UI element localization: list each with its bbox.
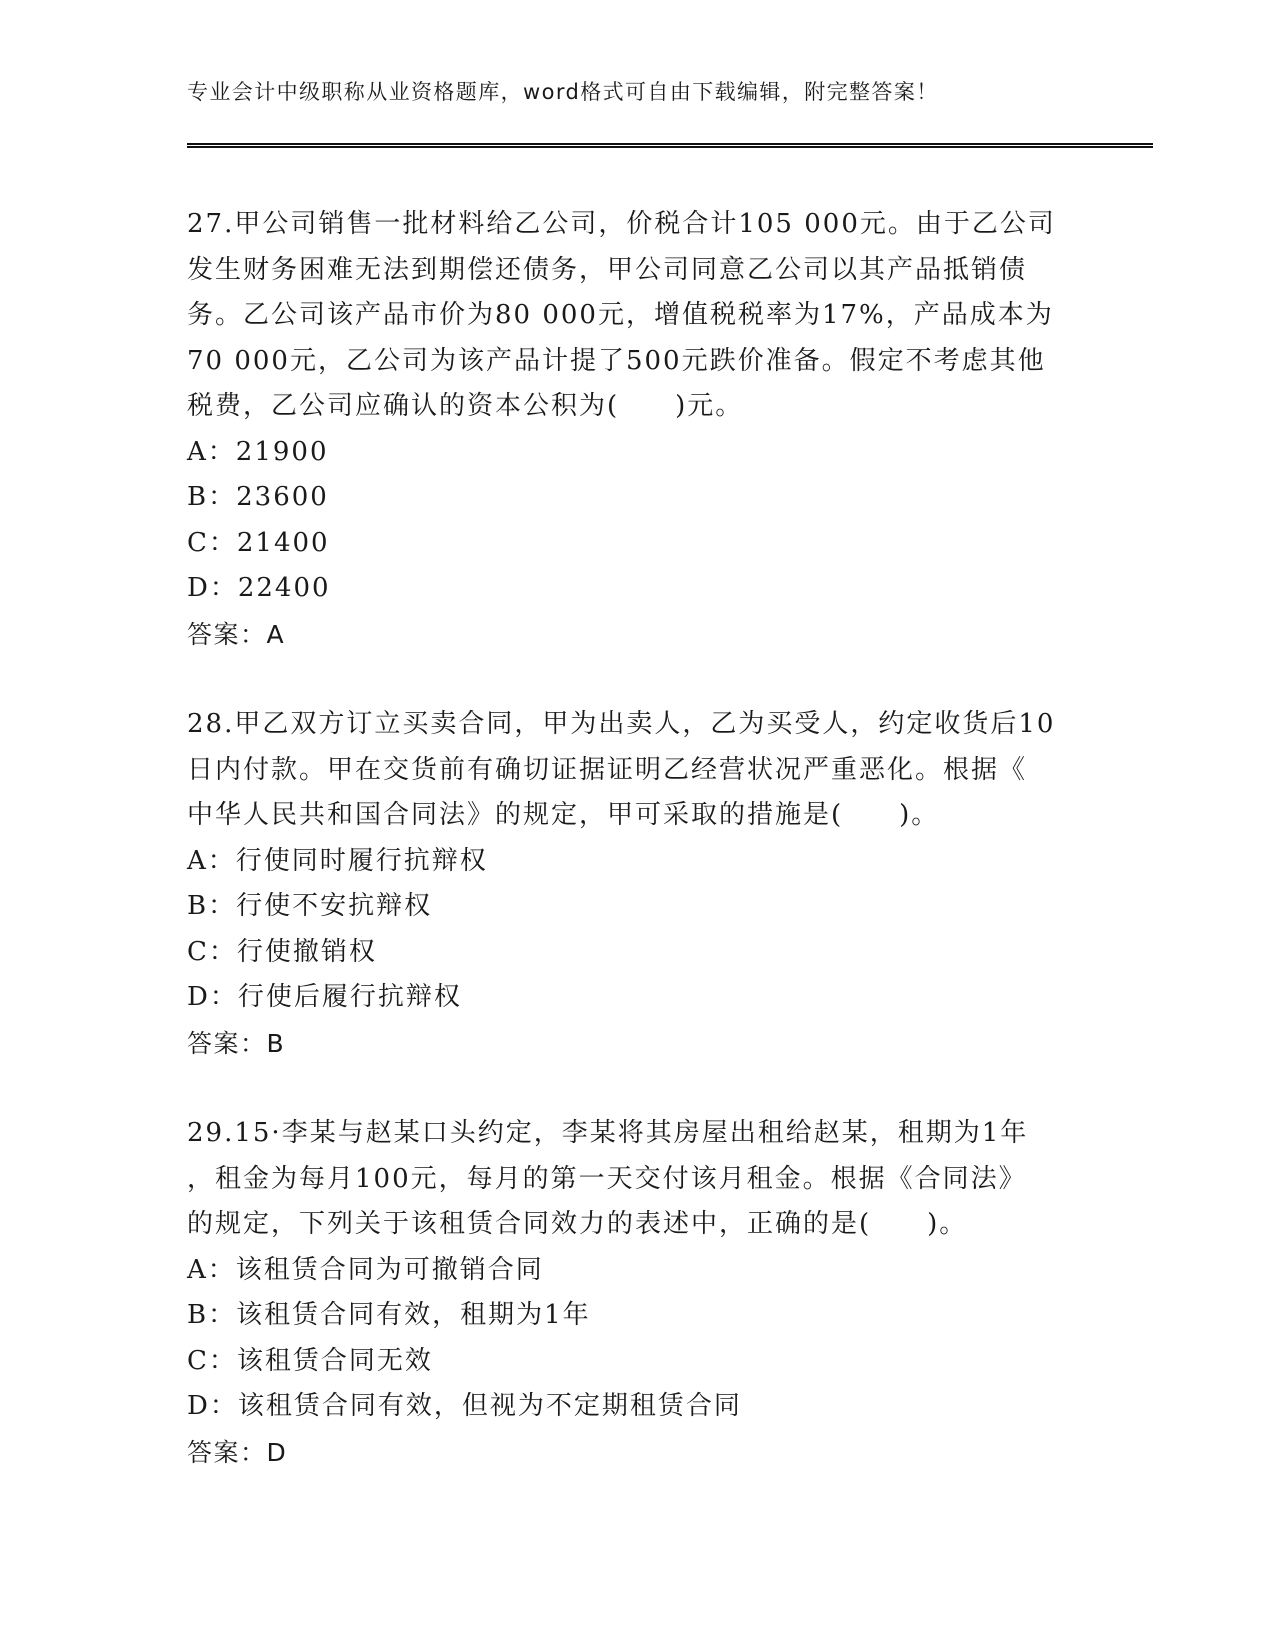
question-29 [187,1111,1087,1475]
stem-line: 27.甲公司销售一批材料给乙公司，价税合计105 000元。由于乙公司 [187,209,1056,239]
question-stem [187,1111,1087,1248]
option-c: C：行使撤销权 [187,936,377,967]
question-28 [187,702,1087,1066]
stem-line: 29.15·李某与赵某口头约定，李某将其房屋出租给赵某，租期为1年 [187,1118,1029,1148]
option-d: D：该租赁合同有效，但视为不定期租赁合同 [187,1391,742,1421]
stem-line: 务。乙公司该产品市价为80 000元，增值税税率为17%，产品成本为 [187,300,1054,330]
stem-line: 的规定，下列关于该租赁合同效力的表述中，正确的是( )。 [187,1209,968,1239]
stem-line: 日内付款。甲在交货前有确切证据证明乙经营状况严重恶化。根据《 [187,754,1028,785]
stem-line: 税费，乙公司应确认的资本公积为( )元。 [187,391,744,421]
option-b: B：该租赁合同有效，租期为1年 [187,1300,591,1330]
option-c: C：21400 [187,527,330,558]
option-d: D：22400 [187,573,331,603]
question-stem [187,702,1087,839]
stem-line: 中华人民共和国合同法》的规定，甲可采取的措施是( )。 [187,800,940,830]
stem-line: ，租金为每月100元，每月的第一天交付该月租金。根据《合同法》 [187,1163,1027,1194]
question-27 [187,202,1087,657]
option-d: D：行使后履行抗辩权 [187,982,462,1012]
stem-line: 28.甲乙双方订立买卖合同，甲为出卖人，乙为买受人，约定收货后10 [187,709,1056,739]
option-c: C：该租赁合同无效 [187,1345,433,1376]
stem-line: 70 000元，乙公司为该产品计提了500元跌价准备。假定不考虑其他 [187,345,1046,376]
question-list [187,202,1087,1520]
option-a: A：21900 [187,436,329,467]
question-stem [187,202,1087,430]
answer-line: 答案：B [187,1028,286,1058]
stem-line: 发生财务困难无法到期偿还债务，甲公司同意乙公司以其产品抵销债 [187,254,1028,285]
option-b: B：23600 [187,482,329,512]
option-a: A：行使同时履行抗辩权 [187,845,488,876]
option-b: B：行使不安抗辩权 [187,891,433,921]
page-header: 专业会计中级职称从业资格题库，word格式可自由下载编辑，附完整答案！ [187,80,939,104]
answer-line: 答案：A [187,619,286,649]
option-a: A：该租赁合同为可撤销合同 [187,1254,544,1285]
answer-line: 答案：D [187,1437,288,1467]
header-divider [187,143,1153,148]
